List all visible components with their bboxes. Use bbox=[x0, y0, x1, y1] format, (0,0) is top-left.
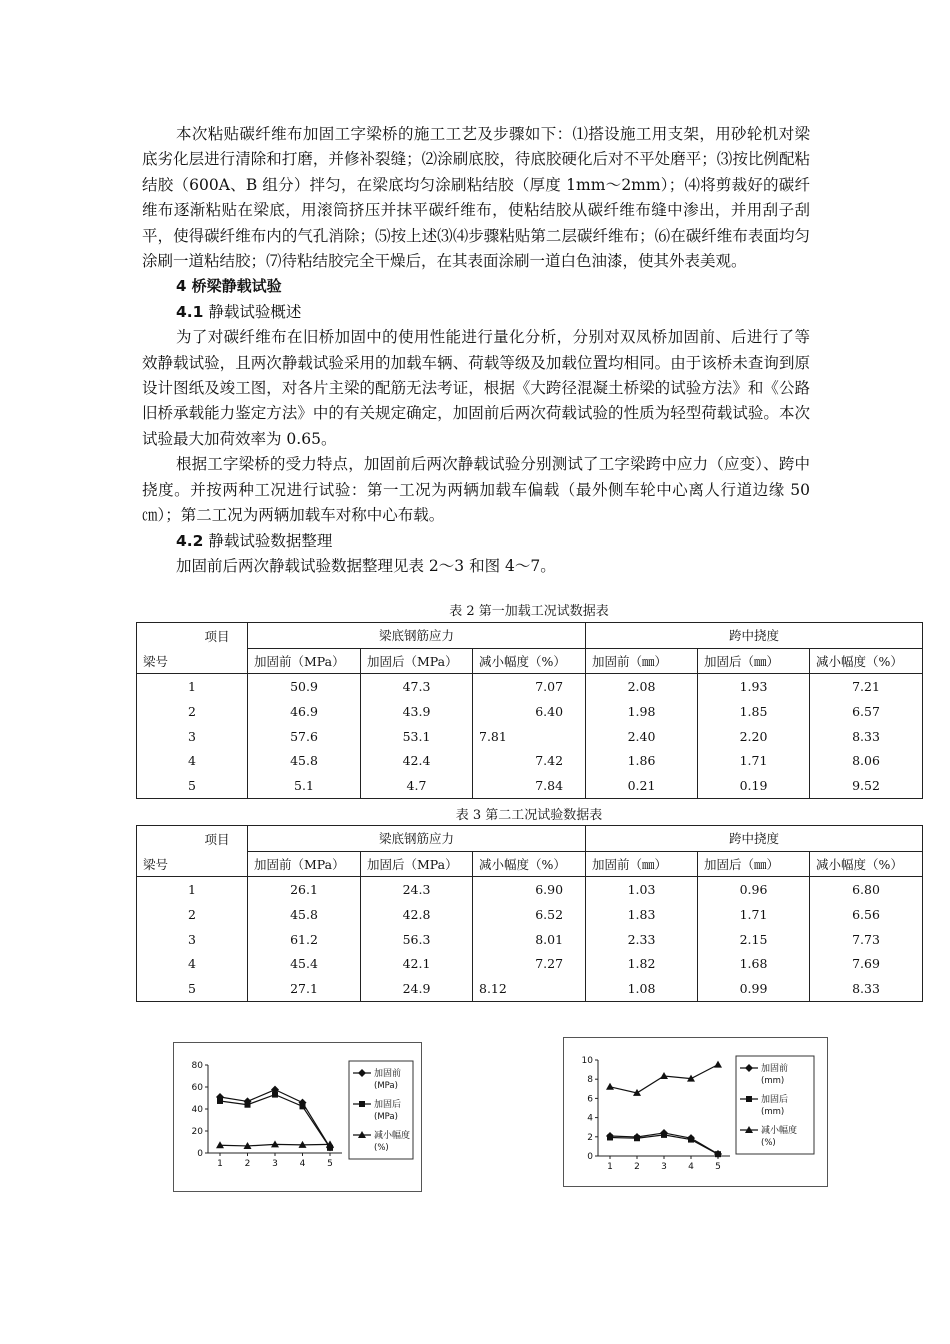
x-tick-label: 5 bbox=[327, 1159, 333, 1169]
table3-item-label: 项目 bbox=[137, 826, 248, 852]
section-4-1-title: 静载试验概述 bbox=[203, 302, 302, 321]
table-cell: 2.08 bbox=[586, 674, 698, 699]
legend-marker bbox=[745, 1064, 753, 1072]
table-cell: 45.4 bbox=[248, 951, 361, 976]
table2 bbox=[136, 622, 923, 799]
table3-caption: 表 3 第二工况试验数据表 bbox=[455, 808, 603, 823]
y-tick-label: 0 bbox=[587, 1152, 593, 1162]
y-tick-label: 80 bbox=[191, 1061, 203, 1071]
table-cell: 8.33 bbox=[810, 976, 923, 1001]
table2-item-label: 项目 bbox=[137, 623, 248, 649]
data-point bbox=[606, 1083, 614, 1090]
data-point bbox=[661, 1132, 667, 1138]
data-point bbox=[688, 1137, 694, 1143]
table-cell: 5 bbox=[137, 773, 248, 798]
table-cell: 50.9 bbox=[248, 674, 361, 699]
legend-unit: (%) bbox=[761, 1138, 776, 1148]
table-cell: 6.56 bbox=[810, 902, 923, 927]
table-cell: 1.98 bbox=[586, 699, 698, 724]
table-cell: 8.12 bbox=[473, 976, 586, 1001]
table-cell: 1 bbox=[137, 674, 248, 699]
section-4-heading: 4 桥梁静载试验 bbox=[176, 277, 282, 296]
para-conditions: 根据工字梁桥的受力特点，加固前后两次静载试验分别测试了工字梁跨中应力（应变）、跨中挠度。并按两种工况进行试验：第一工况为两辆加载车偏载（最外侧车轮中心离人行道边缘 50㎝）；第二工况为两辆加载车对称中心布载。 bbox=[142, 455, 810, 525]
table2-col-header: 加固前（㎜） bbox=[586, 648, 698, 674]
table-cell: 43.9 bbox=[361, 699, 473, 724]
table-cell: 0.19 bbox=[698, 773, 810, 798]
table2-col-header: 加固前（MPa） bbox=[248, 648, 361, 674]
table-row bbox=[137, 877, 923, 902]
table-cell: 1.71 bbox=[698, 902, 810, 927]
table-cell: 1 bbox=[137, 877, 248, 902]
table-cell: 8.33 bbox=[810, 724, 923, 749]
section-4-2-number: 4.2 bbox=[176, 531, 204, 550]
figure-deflection-chart bbox=[563, 1037, 828, 1187]
legend-unit: (mm) bbox=[761, 1107, 785, 1117]
section-4-2-title: 静载试验数据整理 bbox=[203, 531, 333, 550]
y-tick-label: 4 bbox=[587, 1113, 593, 1124]
table2-col-header: 加固后（㎜） bbox=[698, 648, 810, 674]
table-cell: 27.1 bbox=[248, 976, 361, 1001]
table-row bbox=[137, 902, 923, 927]
table-cell: 1.08 bbox=[586, 976, 698, 1001]
table-cell: 45.8 bbox=[248, 902, 361, 927]
x-tick-label: 1 bbox=[607, 1162, 613, 1172]
table-cell: 1.93 bbox=[698, 674, 810, 699]
table-cell: 6.40 bbox=[473, 699, 586, 724]
table2-col-header: 加固后（MPa） bbox=[361, 648, 473, 674]
table3-col-header: 加固后（㎜） bbox=[698, 851, 810, 877]
table-row bbox=[137, 976, 923, 1001]
table-cell: 2.15 bbox=[698, 927, 810, 952]
table-cell: 1.82 bbox=[586, 951, 698, 976]
data-point bbox=[714, 1061, 722, 1068]
table3-col-header: 加固后（MPa） bbox=[361, 851, 473, 877]
table2-caption: 表 2 第一加载工况试数据表 bbox=[449, 604, 609, 619]
data-point bbox=[245, 1102, 251, 1108]
table-cell: 7.69 bbox=[810, 951, 923, 976]
legend-unit: (%) bbox=[374, 1143, 389, 1153]
data-point bbox=[660, 1072, 668, 1079]
table-cell: 24.9 bbox=[361, 976, 473, 1001]
table-cell: 2.40 bbox=[586, 724, 698, 749]
table-cell: 42.8 bbox=[361, 902, 473, 927]
table-cell: 7.21 bbox=[810, 674, 923, 699]
table3-col-header: 加固前（MPa） bbox=[248, 851, 361, 877]
table2-beam-label: 梁号 bbox=[137, 648, 248, 674]
table3 bbox=[136, 825, 923, 1002]
table-cell: 1.03 bbox=[586, 877, 698, 902]
table3-group-deflection: 跨中挠度 bbox=[586, 826, 923, 852]
figure-stress-chart bbox=[173, 1042, 422, 1192]
table-cell: 4 bbox=[137, 748, 248, 773]
table3-col-header: 减小幅度（%） bbox=[810, 851, 923, 877]
table-cell: 7.81 bbox=[473, 724, 586, 749]
para-construction: 本次粘贴碳纤维布加固工字梁桥的施工工艺及步骤如下：⑴搭设施工用支架，用砂轮机对梁底劣化层进行清除和打磨，并修补裂缝；⑵涂刷底胶，待底胶硬化后对不平处磨平；⑶按比例配粘结胶（600A、B 组分）拌匀，在梁底均匀涂刷粘结胶（厚度 1mm～2mm）；⑷将剪裁好的碳纤维布逐渐粘贴在梁底，用滚筒挤压并抹平碳纤维布，使粘结胶从碳纤维布缝中渗出，并用刮子刮平，使得碳纤维布内的气孔消除；⑸按上述⑶⑷步骤粘贴第二层碳纤维布；⑹在碳纤维布表面均匀涂刷一道粘结胶；⑺待粘结胶完全干燥后，在其表面涂刷一道白色油漆，使其外表美观。 bbox=[142, 125, 810, 271]
legend-label: 加固后 bbox=[761, 1095, 789, 1105]
table-cell: 3 bbox=[137, 724, 248, 749]
table-row bbox=[137, 724, 923, 749]
table-cell: 1.71 bbox=[698, 748, 810, 773]
para-overview: 为了对碳纤维布在旧桥加固中的使用性能进行量化分析，分别对双凤桥加固前、后进行了等效静载试验，且两次静载试验采用的加载车辆、荷载等级及加载位置均相同。由于该桥未查询到原设计图纸及竣工图，对各片主梁的配筋无法考证，根据《大跨径混凝土桥梁的试验方法》和《公路旧桥承载能力鉴定方法》中的有关规定确定，加固前后两次荷载试验的性质为轻型荷载试验。本次试验最大加荷效率为 0.65。 bbox=[142, 328, 810, 448]
para-data-intro: 加固前后两次静载试验数据整理见表 2～3 和图 4～7。 bbox=[176, 556, 556, 575]
table-cell: 1.85 bbox=[698, 699, 810, 724]
data-point bbox=[217, 1098, 223, 1104]
table-cell: 7.84 bbox=[473, 773, 586, 798]
table-cell: 53.1 bbox=[361, 724, 473, 749]
legend-marker bbox=[359, 1101, 365, 1107]
table-cell: 9.52 bbox=[810, 773, 923, 798]
table-cell: 8.06 bbox=[810, 748, 923, 773]
body-text bbox=[142, 122, 810, 579]
data-point bbox=[634, 1135, 640, 1141]
table-cell: 4.7 bbox=[361, 773, 473, 798]
x-tick-label: 2 bbox=[634, 1162, 640, 1172]
table-cell: 3 bbox=[137, 927, 248, 952]
table3-header-row2 bbox=[137, 851, 923, 877]
data-point bbox=[272, 1092, 278, 1098]
section-4-2-heading bbox=[142, 529, 810, 554]
y-tick-label: 0 bbox=[197, 1149, 203, 1159]
y-tick-label: 60 bbox=[191, 1083, 203, 1093]
table-cell: 24.3 bbox=[361, 877, 473, 902]
table-cell: 42.4 bbox=[361, 748, 473, 773]
table2-group-deflection: 跨中挠度 bbox=[586, 623, 923, 649]
x-tick-label: 3 bbox=[661, 1162, 667, 1172]
table2-col-header: 减小幅度（%） bbox=[473, 648, 586, 674]
data-point bbox=[607, 1134, 613, 1140]
x-tick-label: 4 bbox=[688, 1162, 694, 1172]
table3-header-row1 bbox=[137, 826, 923, 852]
table-cell: 26.1 bbox=[248, 877, 361, 902]
table-cell: 4 bbox=[137, 951, 248, 976]
table-cell: 2 bbox=[137, 902, 248, 927]
table-cell: 2.20 bbox=[698, 724, 810, 749]
table-cell: 61.2 bbox=[248, 927, 361, 952]
x-tick-label: 2 bbox=[244, 1159, 251, 1169]
y-tick-label: 40 bbox=[191, 1105, 203, 1115]
table-cell: 1.86 bbox=[586, 748, 698, 773]
table-row bbox=[137, 927, 923, 952]
x-tick-label: 1 bbox=[217, 1159, 223, 1169]
table-cell: 0.21 bbox=[586, 773, 698, 798]
legend-label: 加固后 bbox=[374, 1100, 402, 1110]
table-cell: 6.52 bbox=[473, 902, 586, 927]
table2-group-stress: 梁底钢筋应力 bbox=[248, 623, 586, 649]
y-tick-label: 10 bbox=[581, 1056, 593, 1066]
table-cell: 7.73 bbox=[810, 927, 923, 952]
table-cell: 6.90 bbox=[473, 877, 586, 902]
table2-col-header: 减小幅度（%） bbox=[810, 648, 923, 674]
table3-col-header: 加固前（㎜） bbox=[586, 851, 698, 877]
x-tick-label: 4 bbox=[299, 1159, 306, 1169]
table2-header-row2 bbox=[137, 648, 923, 674]
table-cell: 1.83 bbox=[586, 902, 698, 927]
table-cell: 47.3 bbox=[361, 674, 473, 699]
table3-beam-label: 梁号 bbox=[137, 851, 248, 877]
legend-label: 加固前 bbox=[761, 1064, 789, 1074]
table-row bbox=[137, 748, 923, 773]
table3-group-stress: 梁底钢筋应力 bbox=[248, 826, 586, 852]
table-cell: 7.27 bbox=[473, 951, 586, 976]
data-point bbox=[715, 1151, 721, 1157]
y-tick-label: 2 bbox=[587, 1132, 593, 1143]
table-cell: 5 bbox=[137, 976, 248, 1001]
table-cell: 7.07 bbox=[473, 674, 586, 699]
table3-col-header: 减小幅度（%） bbox=[473, 851, 586, 877]
stress-chart-svg bbox=[174, 1043, 421, 1191]
table-row bbox=[137, 951, 923, 976]
table-cell: 46.9 bbox=[248, 699, 361, 724]
legend-label: 减小幅度 bbox=[761, 1126, 798, 1136]
deflection-chart-svg bbox=[564, 1038, 827, 1186]
table-cell: 45.8 bbox=[248, 748, 361, 773]
y-tick-label: 6 bbox=[587, 1094, 593, 1105]
table-cell: 7.42 bbox=[473, 748, 586, 773]
table-cell: 0.99 bbox=[698, 976, 810, 1001]
section-4-1-number: 4.1 bbox=[176, 302, 204, 321]
data-point bbox=[300, 1103, 306, 1109]
table-cell: 56.3 bbox=[361, 927, 473, 952]
legend-unit: (MPa) bbox=[374, 1081, 398, 1091]
table-cell: 5.1 bbox=[248, 773, 361, 798]
x-tick-label: 3 bbox=[272, 1159, 278, 1169]
section-4-1-heading bbox=[142, 300, 810, 325]
table-cell: 1.68 bbox=[698, 951, 810, 976]
legend-label: 减小幅度 bbox=[374, 1131, 411, 1141]
series-line bbox=[220, 1090, 330, 1148]
y-tick-label: 8 bbox=[587, 1075, 593, 1086]
legend-unit: (MPa) bbox=[374, 1112, 398, 1122]
legend-marker bbox=[358, 1069, 366, 1077]
table-cell: 6.80 bbox=[810, 877, 923, 902]
table-row bbox=[137, 674, 923, 699]
table-row bbox=[137, 773, 923, 798]
legend-unit: (mm) bbox=[761, 1076, 785, 1086]
table-cell: 2.33 bbox=[586, 927, 698, 952]
table-cell: 0.96 bbox=[698, 877, 810, 902]
table-row bbox=[137, 699, 923, 724]
table-cell: 2 bbox=[137, 699, 248, 724]
x-tick-label: 5 bbox=[715, 1162, 721, 1172]
table-cell: 57.6 bbox=[248, 724, 361, 749]
legend-label: 加固前 bbox=[374, 1069, 402, 1079]
table-cell: 6.57 bbox=[810, 699, 923, 724]
y-tick-label: 20 bbox=[191, 1127, 203, 1137]
table2-header-row1 bbox=[137, 623, 923, 649]
table-cell: 8.01 bbox=[473, 927, 586, 952]
legend-marker bbox=[746, 1096, 752, 1102]
table-cell: 42.1 bbox=[361, 951, 473, 976]
